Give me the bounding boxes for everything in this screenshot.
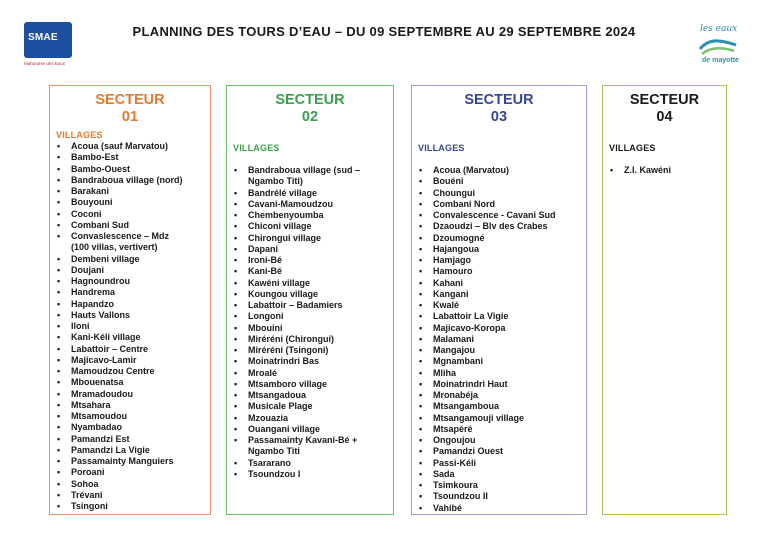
village-item: • Doujani <box>50 265 210 276</box>
village-item: • Mramadoudou <box>50 389 210 400</box>
village-item: • Mtsapéré <box>412 424 586 435</box>
village-item: • Moinatrindri Bas <box>227 356 393 367</box>
village-item: • Mroalé <box>227 368 393 379</box>
secteur-02-village-list <box>227 165 393 480</box>
village-item: • Labattoir – Centre <box>50 344 210 355</box>
village-item: • Choungui <box>412 188 586 199</box>
village-item: • Pamandzi La Vigie <box>50 445 210 456</box>
village-item: • Majicavo-Lamir <box>50 355 210 366</box>
village-item: • Mtsangamboua <box>412 401 586 412</box>
logo-bottom-text: de mayotte <box>702 57 739 64</box>
village-item: • Labattoir – Badamiers <box>227 300 393 311</box>
secteur-01-heading <box>50 86 210 126</box>
secteur-03-number: 03 <box>490 109 508 125</box>
village-item: • Cavani-Mamoudzou <box>227 199 393 210</box>
village-item: • Acoua (sauf Marvatou) <box>50 141 210 152</box>
village-item: • Bandraboua village (nord) <box>50 175 210 186</box>
village-item: • Miréréni (Tsingoni) <box>227 345 393 356</box>
village-item: • Mtsangamouji village <box>412 413 586 424</box>
village-item: • Dzoumogné <box>412 233 586 244</box>
village-item: • Barakani <box>50 186 210 197</box>
village-item: • Dembeni village <box>50 254 210 265</box>
village-item: • Hajangoua <box>412 244 586 255</box>
village-item: • Kwalé <box>412 300 586 311</box>
smae-logo-text: SMAE <box>28 32 58 43</box>
village-item: • Bouéni <box>412 176 586 187</box>
secteur-03-villages-label: VILLAGES <box>418 143 465 153</box>
secteur-03-panel <box>411 85 587 515</box>
secteur-04-number: 04 <box>656 109 673 125</box>
village-item: • Moinatrindri Haut <box>412 379 586 390</box>
village-item: • Bouyouni <box>50 197 210 208</box>
village-item: • Pamandzi Est <box>50 434 210 445</box>
village-item: • Koungou village <box>227 289 393 300</box>
village-item: • Mtsamoudou <box>50 411 210 422</box>
village-item: • Dzaoudzi – Blv des Crabes <box>412 221 586 232</box>
secteur-01-label: SECTEUR <box>95 92 165 108</box>
village-item: • Hamjago <box>412 255 586 266</box>
village-item: • Kahani <box>412 278 586 289</box>
smae-logo-subtitle: Mahoraise des Eaux <box>24 61 66 66</box>
village-item: • Acoua (Marvatou) <box>412 165 586 176</box>
village-item: • Malamani <box>412 334 586 345</box>
village-item: • Kangani <box>412 289 586 300</box>
village-item: • Convalescence - Cavani Sud <box>412 210 586 221</box>
wave-icon <box>698 35 738 57</box>
village-item: • Tsoundzou I <box>227 469 393 480</box>
village-item: • Mtsangadoua <box>227 390 393 401</box>
secteur-03-heading <box>412 86 586 126</box>
village-item: • Vahibé <box>412 503 586 514</box>
village-item: • Ironi-Bé <box>227 255 393 266</box>
secteur-04-villages-label: VILLAGES <box>609 143 656 153</box>
page-title: PLANNING DES TOURS D’EAU – DU 09 SEPTEMBRE AU 29 SEPTEMBRE 2024 <box>132 24 636 39</box>
secteur-02-heading <box>227 86 393 126</box>
village-item: • Dapani <box>227 244 393 255</box>
secteur-03-village-list <box>412 165 586 514</box>
secteur-04-heading <box>603 86 726 126</box>
village-item: • Chiconi village <box>227 221 393 232</box>
village-item: • Musicale Plage <box>227 401 393 412</box>
village-item: • Handrema <box>50 287 210 298</box>
village-item: • Miréréni (Chirongui) <box>227 334 393 345</box>
village-item: • Combani Nord <box>412 199 586 210</box>
village-item: • Poroani <box>50 467 210 478</box>
village-item: • Labattoir La Vigie <box>412 311 586 322</box>
village-item: • Mtsamboro village <box>227 379 393 390</box>
secteur-04-village-list <box>603 165 726 176</box>
village-item: • Chirongui village <box>227 233 393 244</box>
secteur-01-village-list <box>50 141 210 512</box>
village-item: • Mbouenatsa <box>50 377 210 388</box>
secteur-02-label: SECTEUR <box>275 92 345 108</box>
village-item: • Chembenyoumba <box>227 210 393 221</box>
village-item: • Iloni <box>50 321 210 332</box>
village-item: • Nyambadao <box>50 422 210 433</box>
secteur-02-number: 02 <box>301 109 319 125</box>
village-item: • Sada <box>412 469 586 480</box>
village-item: • Coconi <box>50 209 210 220</box>
village-item: • Z.I. Kawéni <box>603 165 726 176</box>
village-item: • Passi-Kéli <box>412 458 586 469</box>
village-item: • Bambo-Ouest <box>50 164 210 175</box>
village-item: • Mliha <box>412 368 586 379</box>
village-item: • Bambo-Est <box>50 152 210 163</box>
village-item: • Hauts Vallons <box>50 310 210 321</box>
village-item: • Trévani <box>50 490 210 501</box>
village-item: • Bandrélé village <box>227 188 393 199</box>
village-item: • Kawéni village <box>227 278 393 289</box>
village-item: • Mgnambani <box>412 356 586 367</box>
village-item: • Majicavo-Koropa <box>412 323 586 334</box>
secteur-01-villages-label: VILLAGES <box>56 130 103 140</box>
village-item: • Tsingoni <box>50 501 210 512</box>
village-item: • Tsararano <box>227 458 393 469</box>
secteur-02-panel <box>226 85 394 515</box>
village-item: • Kani-Bé <box>227 266 393 277</box>
village-item: • Mtsahara <box>50 400 210 411</box>
village-item: • Tsimkoura <box>412 480 586 491</box>
secteur-03-label: SECTEUR <box>464 92 534 108</box>
village-item: • Ongoujou <box>412 435 586 446</box>
village-item: • Mangajou <box>412 345 586 356</box>
village-item: • Pamandzi Ouest <box>412 446 586 457</box>
secteur-04-label: SECTEUR <box>629 92 700 108</box>
village-item: • Mzouazia <box>227 413 393 424</box>
village-item: • Longoni <box>227 311 393 322</box>
village-item: • Hagnoundrou <box>50 276 210 287</box>
village-item: • Hamouro <box>412 266 586 277</box>
village-item: • Sohoa <box>50 479 210 490</box>
eaux-de-mayotte-logo <box>694 24 744 68</box>
village-item: • Mronabéja <box>412 390 586 401</box>
logo-top-text: les eaux <box>700 24 738 34</box>
village-item: • Combani Sud <box>50 220 210 231</box>
village-item: • Tsoundzou II <box>412 491 586 502</box>
village-item: • Hapandzo <box>50 299 210 310</box>
village-item: • Passamainty Manguiers <box>50 456 210 467</box>
village-item: • Kani-Kéli village <box>50 332 210 343</box>
village-item: • Bandraboua village (sud – Ngambo Titi) <box>227 165 393 188</box>
village-item: • Mbouini <box>227 323 393 334</box>
village-item: • Passamainty Kavani-Bé + Ngambo Titi <box>227 435 393 458</box>
secteur-01-number: 01 <box>121 109 139 125</box>
secteur-02-villages-label: VILLAGES <box>233 143 280 153</box>
village-item: • Ouangani village <box>227 424 393 435</box>
village-item: • Convaslescence – Mdz (100 villas, vertivert) <box>50 231 210 254</box>
village-item: • Mamoudzou Centre <box>50 366 210 377</box>
secteur-04-panel <box>602 85 727 515</box>
secteur-01-panel <box>49 85 211 515</box>
